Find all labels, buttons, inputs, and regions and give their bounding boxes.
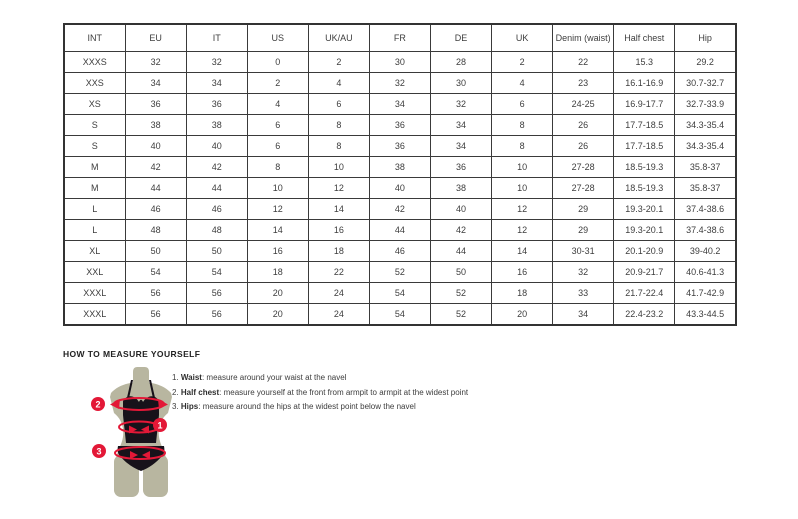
hips-badge-number: 3 [96, 446, 102, 457]
size-table-cell: 54 [369, 304, 430, 326]
size-table-cell: 32 [125, 52, 186, 73]
column-header: FR [369, 24, 430, 52]
column-header: INT [64, 24, 125, 52]
size-table-cell: 16.9-17.7 [614, 94, 675, 115]
size-table-cell: 12 [492, 199, 553, 220]
size-table-cell: 35.8-37 [675, 178, 736, 199]
size-table-cell: 14 [308, 199, 369, 220]
size-table-cell: 40 [125, 136, 186, 157]
size-table-cell: 38 [369, 157, 430, 178]
size-table-cell: 6 [247, 136, 308, 157]
size-table-cell: 40 [430, 199, 491, 220]
size-table-cell: 14 [247, 220, 308, 241]
size-table-row [64, 262, 736, 283]
size-table-cell: 48 [186, 220, 247, 241]
size-table-cell: M [64, 157, 125, 178]
size-table-cell: XL [64, 241, 125, 262]
instruction-text: : measure around the hips at the widest point below the navel [198, 402, 416, 411]
size-table-cell: 20 [247, 283, 308, 304]
size-table-cell: 56 [186, 283, 247, 304]
size-table-cell: 29.2 [675, 52, 736, 73]
size-table-cell: 12 [247, 199, 308, 220]
size-table-cell: 19.3-20.1 [614, 220, 675, 241]
size-table-cell: 50 [186, 241, 247, 262]
size-table-cell: 18.5-19.3 [614, 157, 675, 178]
size-table-header-row [64, 24, 736, 52]
size-table-row [64, 136, 736, 157]
size-table-cell: 10 [492, 157, 553, 178]
size-table-cell: 22 [308, 262, 369, 283]
size-table-cell: 54 [186, 262, 247, 283]
size-table-cell: 17.7-18.5 [614, 115, 675, 136]
size-table-body [64, 52, 736, 326]
size-table-cell: 2 [308, 52, 369, 73]
size-table-cell: 8 [492, 115, 553, 136]
size-table-cell: 12 [492, 220, 553, 241]
column-header: Hip [675, 24, 736, 52]
size-table-cell: 6 [247, 115, 308, 136]
size-table-row [64, 178, 736, 199]
size-table-cell: 8 [492, 136, 553, 157]
size-table-cell: L [64, 220, 125, 241]
size-table-cell: 52 [369, 262, 430, 283]
measure-point-waist [153, 418, 167, 432]
instruction-label: Waist [180, 373, 202, 382]
size-table-cell: 30 [369, 52, 430, 73]
size-table-cell: 10 [247, 178, 308, 199]
size-table-cell: 32.7-33.9 [675, 94, 736, 115]
size-table-cell: 44 [430, 241, 491, 262]
size-table-cell: S [64, 136, 125, 157]
size-table-cell: 19.3-20.1 [614, 199, 675, 220]
size-table-cell: 46 [186, 199, 247, 220]
measure-point-chest [91, 397, 105, 411]
size-table-cell: 33 [553, 283, 614, 304]
size-table-cell: 16.1-16.9 [614, 73, 675, 94]
size-table-cell: 38 [125, 115, 186, 136]
instruction-label: Half chest [180, 387, 220, 397]
size-table-cell: 34 [186, 73, 247, 94]
size-table-cell: XS [64, 94, 125, 115]
size-table-cell: 38 [186, 115, 247, 136]
size-table-cell: 21.7-22.4 [614, 283, 675, 304]
size-table-cell: 20.9-21.7 [614, 262, 675, 283]
size-table-cell: 42 [125, 157, 186, 178]
size-table-cell: 20 [492, 304, 553, 326]
size-table-cell: 39-40.2 [675, 241, 736, 262]
size-table-cell: 34 [430, 136, 491, 157]
size-table-cell: 46 [125, 199, 186, 220]
size-table-cell: XXXL [64, 283, 125, 304]
size-table-cell: XXS [64, 73, 125, 94]
instruction-number: 3. [172, 402, 181, 411]
size-table-cell: 36 [186, 94, 247, 115]
column-header: IT [186, 24, 247, 52]
size-table-cell: 6 [492, 94, 553, 115]
size-table-cell: 34 [125, 73, 186, 94]
size-table-cell: 18 [492, 283, 553, 304]
size-table-cell: 10 [492, 178, 553, 199]
size-chart-table [63, 23, 737, 326]
size-table-cell: 24 [308, 283, 369, 304]
measure-instructions-list [172, 371, 468, 415]
size-table-cell: 26 [553, 115, 614, 136]
size-table-cell: M [64, 178, 125, 199]
size-table-cell: 36 [369, 115, 430, 136]
measure-instruction-waist [172, 371, 468, 386]
measure-instruction-hips [172, 400, 468, 415]
size-table-cell: 8 [247, 157, 308, 178]
size-table-cell: 27-28 [553, 178, 614, 199]
size-table-cell: 34.3-35.4 [675, 115, 736, 136]
size-table-cell: 32 [430, 94, 491, 115]
size-table-cell: 37.4-38.6 [675, 220, 736, 241]
size-table-cell: 30.7-32.7 [675, 73, 736, 94]
size-table-cell: 0 [247, 52, 308, 73]
size-table-cell: 42 [186, 157, 247, 178]
size-table-cell: 18 [247, 262, 308, 283]
size-table-cell: XXXL [64, 304, 125, 326]
size-table-row [64, 73, 736, 94]
size-table-cell: 4 [247, 94, 308, 115]
size-table-row [64, 115, 736, 136]
size-table-cell: 44 [369, 220, 430, 241]
size-table-cell: 28 [430, 52, 491, 73]
size-table-cell: 2 [247, 73, 308, 94]
size-table-cell: 18 [308, 241, 369, 262]
size-table-cell: 52 [430, 283, 491, 304]
instruction-text: : measure yourself at the front from armpit to armpit at the widest point [219, 387, 469, 397]
size-table-cell: 27-28 [553, 157, 614, 178]
size-table-cell: 18.5-19.3 [614, 178, 675, 199]
size-table-cell: 20.1-20.9 [614, 241, 675, 262]
column-header: DE [430, 24, 491, 52]
size-table-cell: 17.7-18.5 [614, 136, 675, 157]
size-table-cell: 32 [186, 52, 247, 73]
size-table-cell: 23 [553, 73, 614, 94]
size-table-cell: 50 [430, 262, 491, 283]
size-table-cell: 29 [553, 199, 614, 220]
size-table-cell: 29 [553, 220, 614, 241]
size-table-cell: 10 [308, 157, 369, 178]
measure-instruction-half-chest [172, 386, 468, 401]
size-table-cell: 56 [125, 283, 186, 304]
size-table-cell: XXL [64, 262, 125, 283]
size-table-cell: 16 [308, 220, 369, 241]
column-header: Denim (waist) [553, 24, 614, 52]
how-to-measure-heading: HOW TO MEASURE YOURSELF [63, 349, 201, 359]
size-table-cell: 40 [186, 136, 247, 157]
size-table-cell: 44 [186, 178, 247, 199]
size-table-cell: 32 [369, 73, 430, 94]
size-table-cell: 14 [492, 241, 553, 262]
size-table-cell: 40 [369, 178, 430, 199]
size-table-cell: 35.8-37 [675, 157, 736, 178]
size-table-cell: 36 [125, 94, 186, 115]
instruction-number: 1. [172, 373, 181, 382]
size-table-cell: 4 [308, 73, 369, 94]
measure-point-hips [92, 444, 106, 458]
size-table-cell: 48 [125, 220, 186, 241]
size-table-cell: 22 [553, 52, 614, 73]
size-table-cell: 42 [369, 199, 430, 220]
size-table-cell: 36 [430, 157, 491, 178]
size-table-cell: 34 [369, 94, 430, 115]
size-table-row [64, 52, 736, 73]
size-table-cell: 30-31 [553, 241, 614, 262]
size-table-cell: 42 [430, 220, 491, 241]
size-table-cell: L [64, 199, 125, 220]
size-table-cell: 44 [125, 178, 186, 199]
size-table-cell: 30 [430, 73, 491, 94]
size-table-cell: 6 [308, 94, 369, 115]
column-header: Half chest [614, 24, 675, 52]
size-table-cell: 24-25 [553, 94, 614, 115]
size-table-cell: 56 [186, 304, 247, 326]
size-table-row [64, 220, 736, 241]
size-table-header [64, 24, 736, 52]
size-table-row [64, 157, 736, 178]
instruction-label: Hips [180, 402, 199, 411]
size-table-cell: XXXS [64, 52, 125, 73]
size-table-cell: 20 [247, 304, 308, 326]
size-table-row [64, 304, 736, 326]
size-table-cell: 34 [430, 115, 491, 136]
size-table-cell: 8 [308, 136, 369, 157]
instruction-number: 2. [172, 387, 181, 397]
chest-badge-number: 2 [95, 399, 101, 410]
column-header: US [247, 24, 308, 52]
size-table-cell: 22.4-23.2 [614, 304, 675, 326]
column-header: UK [492, 24, 553, 52]
size-table-cell: 4 [492, 73, 553, 94]
size-table-cell: 54 [125, 262, 186, 283]
size-table-row [64, 199, 736, 220]
instruction-text: : measure around your waist at the navel [201, 373, 347, 382]
size-table-cell: 36 [369, 136, 430, 157]
size-table-row [64, 94, 736, 115]
size-table-cell: 16 [247, 241, 308, 262]
size-table-cell: 52 [430, 304, 491, 326]
size-table-cell: 15.3 [614, 52, 675, 73]
size-table-cell: 34.3-35.4 [675, 136, 736, 157]
size-table-cell: 41.7-42.9 [675, 283, 736, 304]
size-table-cell: 8 [308, 115, 369, 136]
column-header: EU [125, 24, 186, 52]
size-table-cell: 32 [553, 262, 614, 283]
size-table-cell: 12 [308, 178, 369, 199]
size-table-cell: 40.6-41.3 [675, 262, 736, 283]
size-table-cell: 2 [492, 52, 553, 73]
size-table-cell: 43.3-44.5 [675, 304, 736, 326]
size-table-cell: 38 [430, 178, 491, 199]
size-table-cell: 16 [492, 262, 553, 283]
size-table-cell: S [64, 115, 125, 136]
size-table-cell: 26 [553, 136, 614, 157]
size-table-cell: 56 [125, 304, 186, 326]
size-table-row [64, 283, 736, 304]
size-table-row [64, 241, 736, 262]
column-header: UK/AU [308, 24, 369, 52]
size-table-cell: 50 [125, 241, 186, 262]
size-table-cell: 24 [308, 304, 369, 326]
size-table-cell: 54 [369, 283, 430, 304]
size-table-cell: 34 [553, 304, 614, 326]
size-table-cell: 46 [369, 241, 430, 262]
waist-badge-number: 1 [157, 420, 163, 431]
size-table-cell: 37.4-38.6 [675, 199, 736, 220]
